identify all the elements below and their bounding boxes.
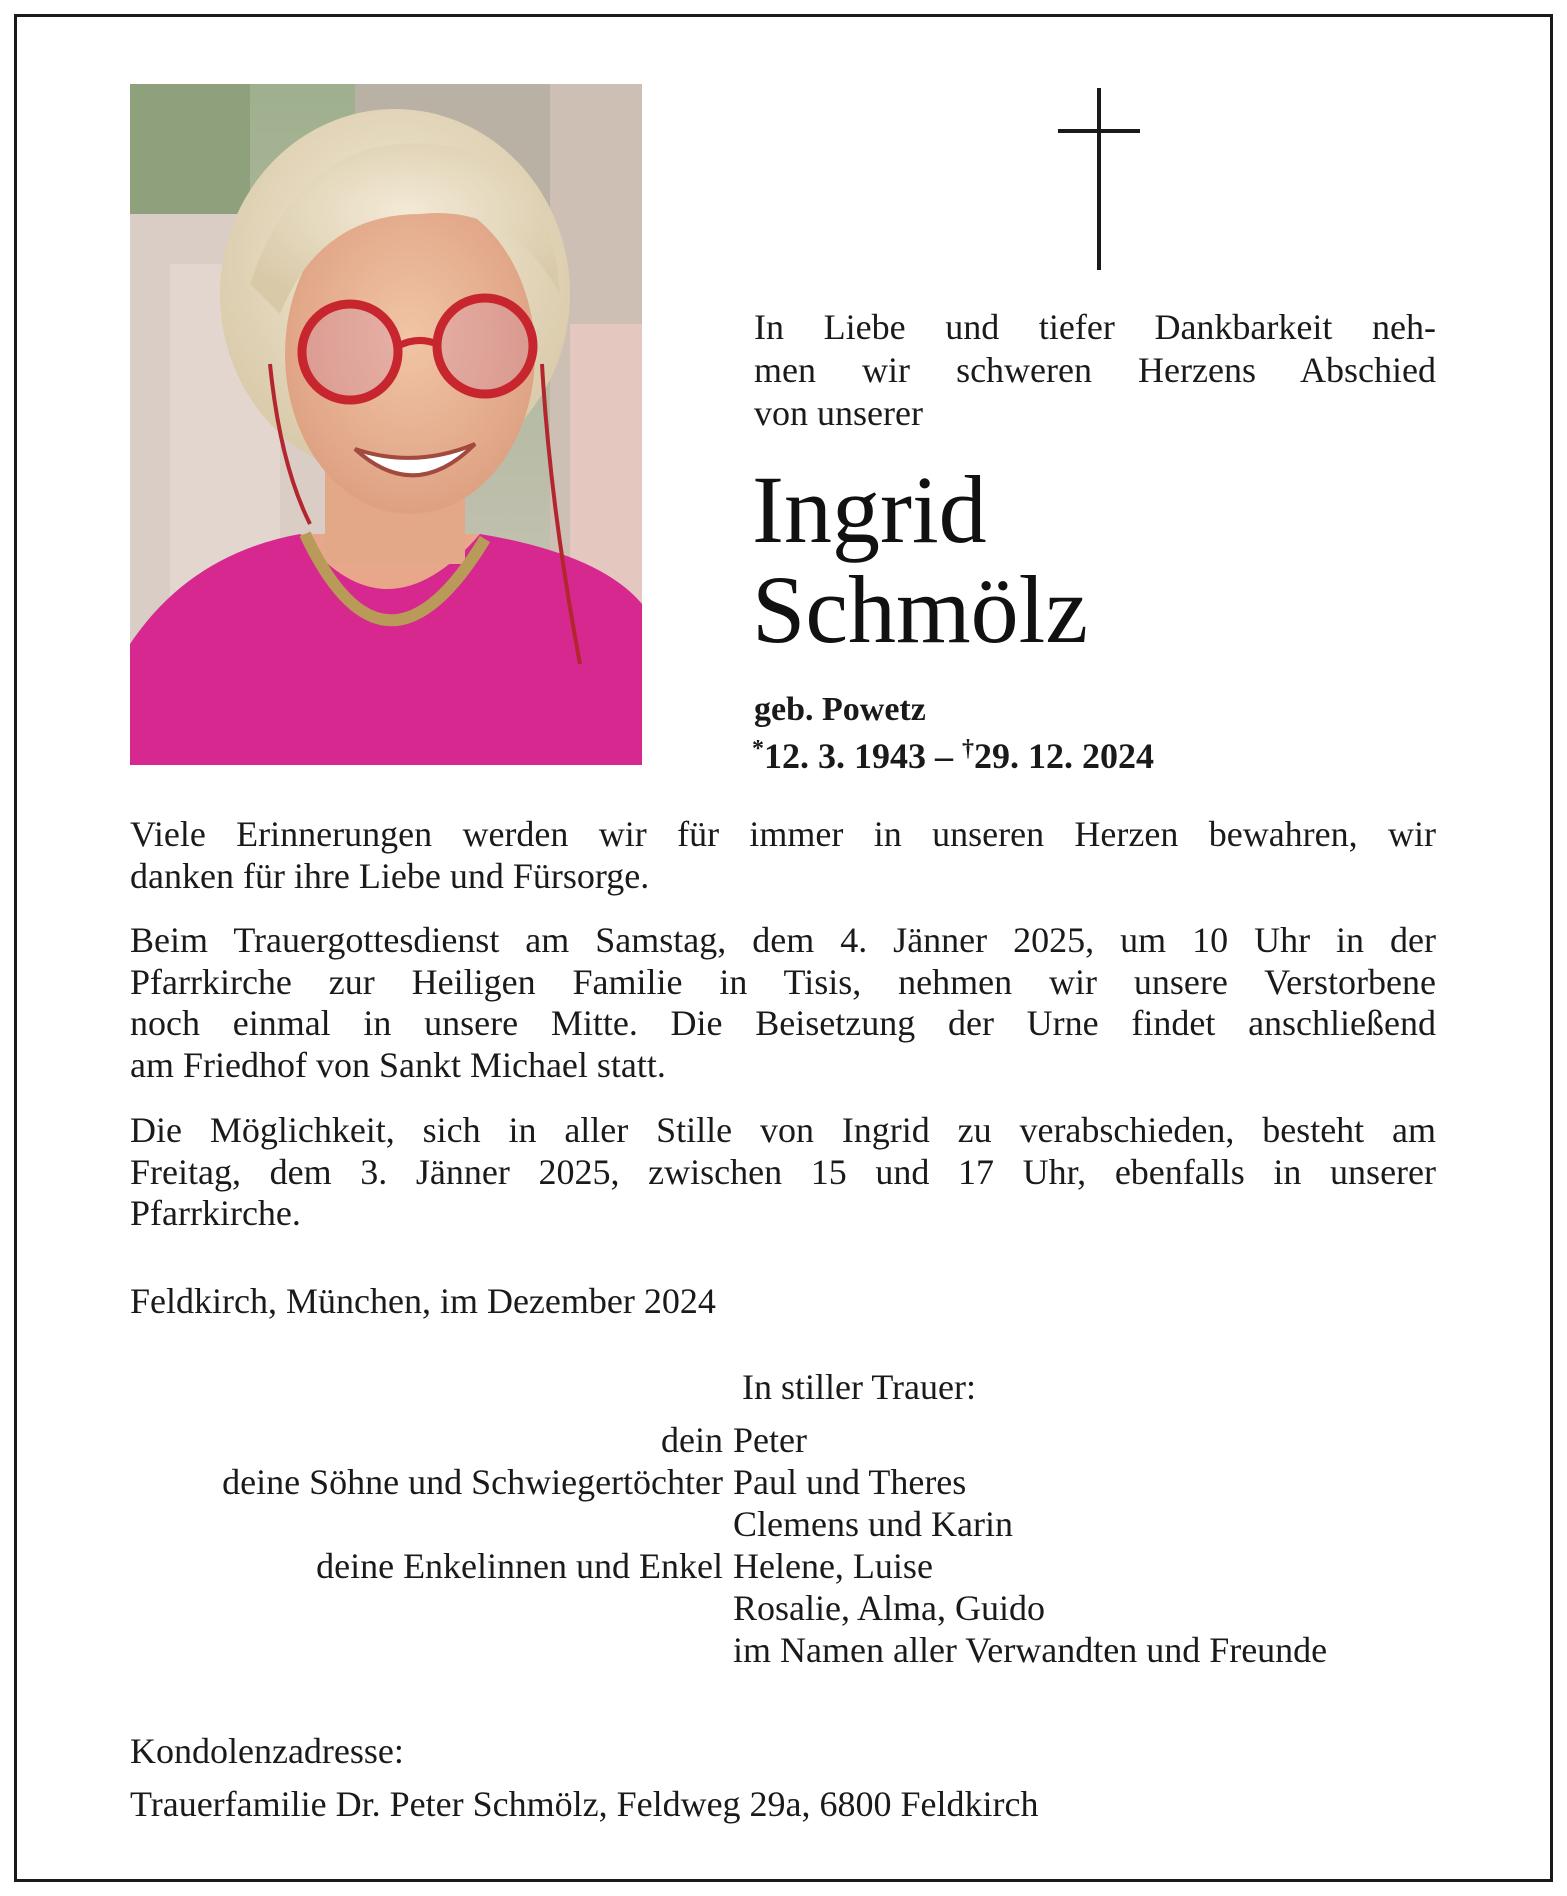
mourner-relation: deine Söhne und Schwiegertöchter (222, 1462, 723, 1502)
mourner-names: Helene, Luise (733, 1546, 933, 1586)
intro-line: men wir schweren Herzens Abschied (754, 350, 1436, 390)
death-date: 29. 12. 2024 (974, 736, 1154, 776)
mourner-relation: dein (661, 1420, 723, 1460)
portrait-photo (130, 84, 642, 765)
mourner-row (130, 1503, 1440, 1545)
mourner-row (130, 1545, 1440, 1587)
intro-line: In Liebe und tiefer Dankbarkeit neh- (754, 307, 1436, 347)
text-line: Freitag, dem 3. Jänner 2025, zwischen 15 und 17 Uhr, ebenfalls in unserer (130, 1151, 1436, 1192)
condolence-label: Kondolenzadresse: (130, 1731, 404, 1771)
birth-date: 12. 3. 1943 (764, 736, 926, 776)
deceased-name (752, 456, 1088, 663)
mourner-relation (130, 1629, 733, 1671)
first-name: Ingrid (752, 456, 987, 563)
mourner-names: im Namen aller Verwandten und Freunde (733, 1630, 1328, 1670)
text-line: am Friedhof von Sankt Michael statt. (130, 1044, 666, 1085)
text-line: Pfarrkirche zur Heiligen Familie in Tisis, nehmen wir unsere Verstorbene (130, 961, 1436, 1002)
mourners-list (130, 1419, 1440, 1671)
mourner-names: Clemens und Karin (733, 1504, 1013, 1544)
text-line: danken für ihre Liebe und Fürsorge. (130, 855, 650, 896)
birth-symbol: * (752, 736, 764, 762)
place-date: Feldkirch, München, im Dezember 2024 (130, 1281, 716, 1321)
mourner-relation (130, 1503, 733, 1545)
intro-text (754, 306, 1436, 435)
last-name: Schmölz (752, 556, 1088, 663)
text-line: noch einmal in unsere Mitte. Die Beisetzung der Urne findet anschließend (130, 1003, 1436, 1043)
cross-icon (1058, 88, 1140, 270)
text-line: Pfarrkirche. (130, 1193, 301, 1233)
mourner-names: Peter (733, 1420, 807, 1460)
text-line: Beim Trauergottesdienst am Samstag, dem 4. Jänner 2025, um 10 Uhr in der (130, 920, 1436, 960)
mourner-names: Paul und Theres (733, 1462, 967, 1502)
mourner-relation (130, 1587, 733, 1629)
text-line: Viele Erinnerungen werden wir für immer in unseren Herzen bewahren, wir (130, 814, 1436, 854)
life-dates (752, 734, 1154, 778)
mourner-row (130, 1461, 1440, 1503)
maiden-name: geb. Powetz (754, 691, 926, 728)
farewell-paragraph (130, 1110, 1436, 1235)
mourner-row (130, 1629, 1440, 1671)
mourner-row (130, 1419, 1440, 1461)
memories-paragraph (130, 814, 1436, 897)
date-separator: – (935, 736, 953, 776)
mourner-row (130, 1587, 1440, 1629)
death-symbol: † (962, 736, 974, 762)
condolence-address: Trauerfamilie Dr. Peter Schmölz, Feldweg 29a, 6800 Feldkirch (130, 1784, 1039, 1824)
mourner-names: Rosalie, Alma, Guido (733, 1588, 1045, 1628)
intro-line: von unserer (754, 393, 923, 433)
mourning-title: In stiller Trauer: (742, 1367, 976, 1407)
service-paragraph (130, 920, 1436, 1086)
text-line: Die Möglichkeit, sich in aller Stille von Ingrid zu verabschieden, besteht am (130, 1110, 1436, 1150)
mourner-relation: deine Enkelinnen und Enkel (316, 1546, 723, 1586)
